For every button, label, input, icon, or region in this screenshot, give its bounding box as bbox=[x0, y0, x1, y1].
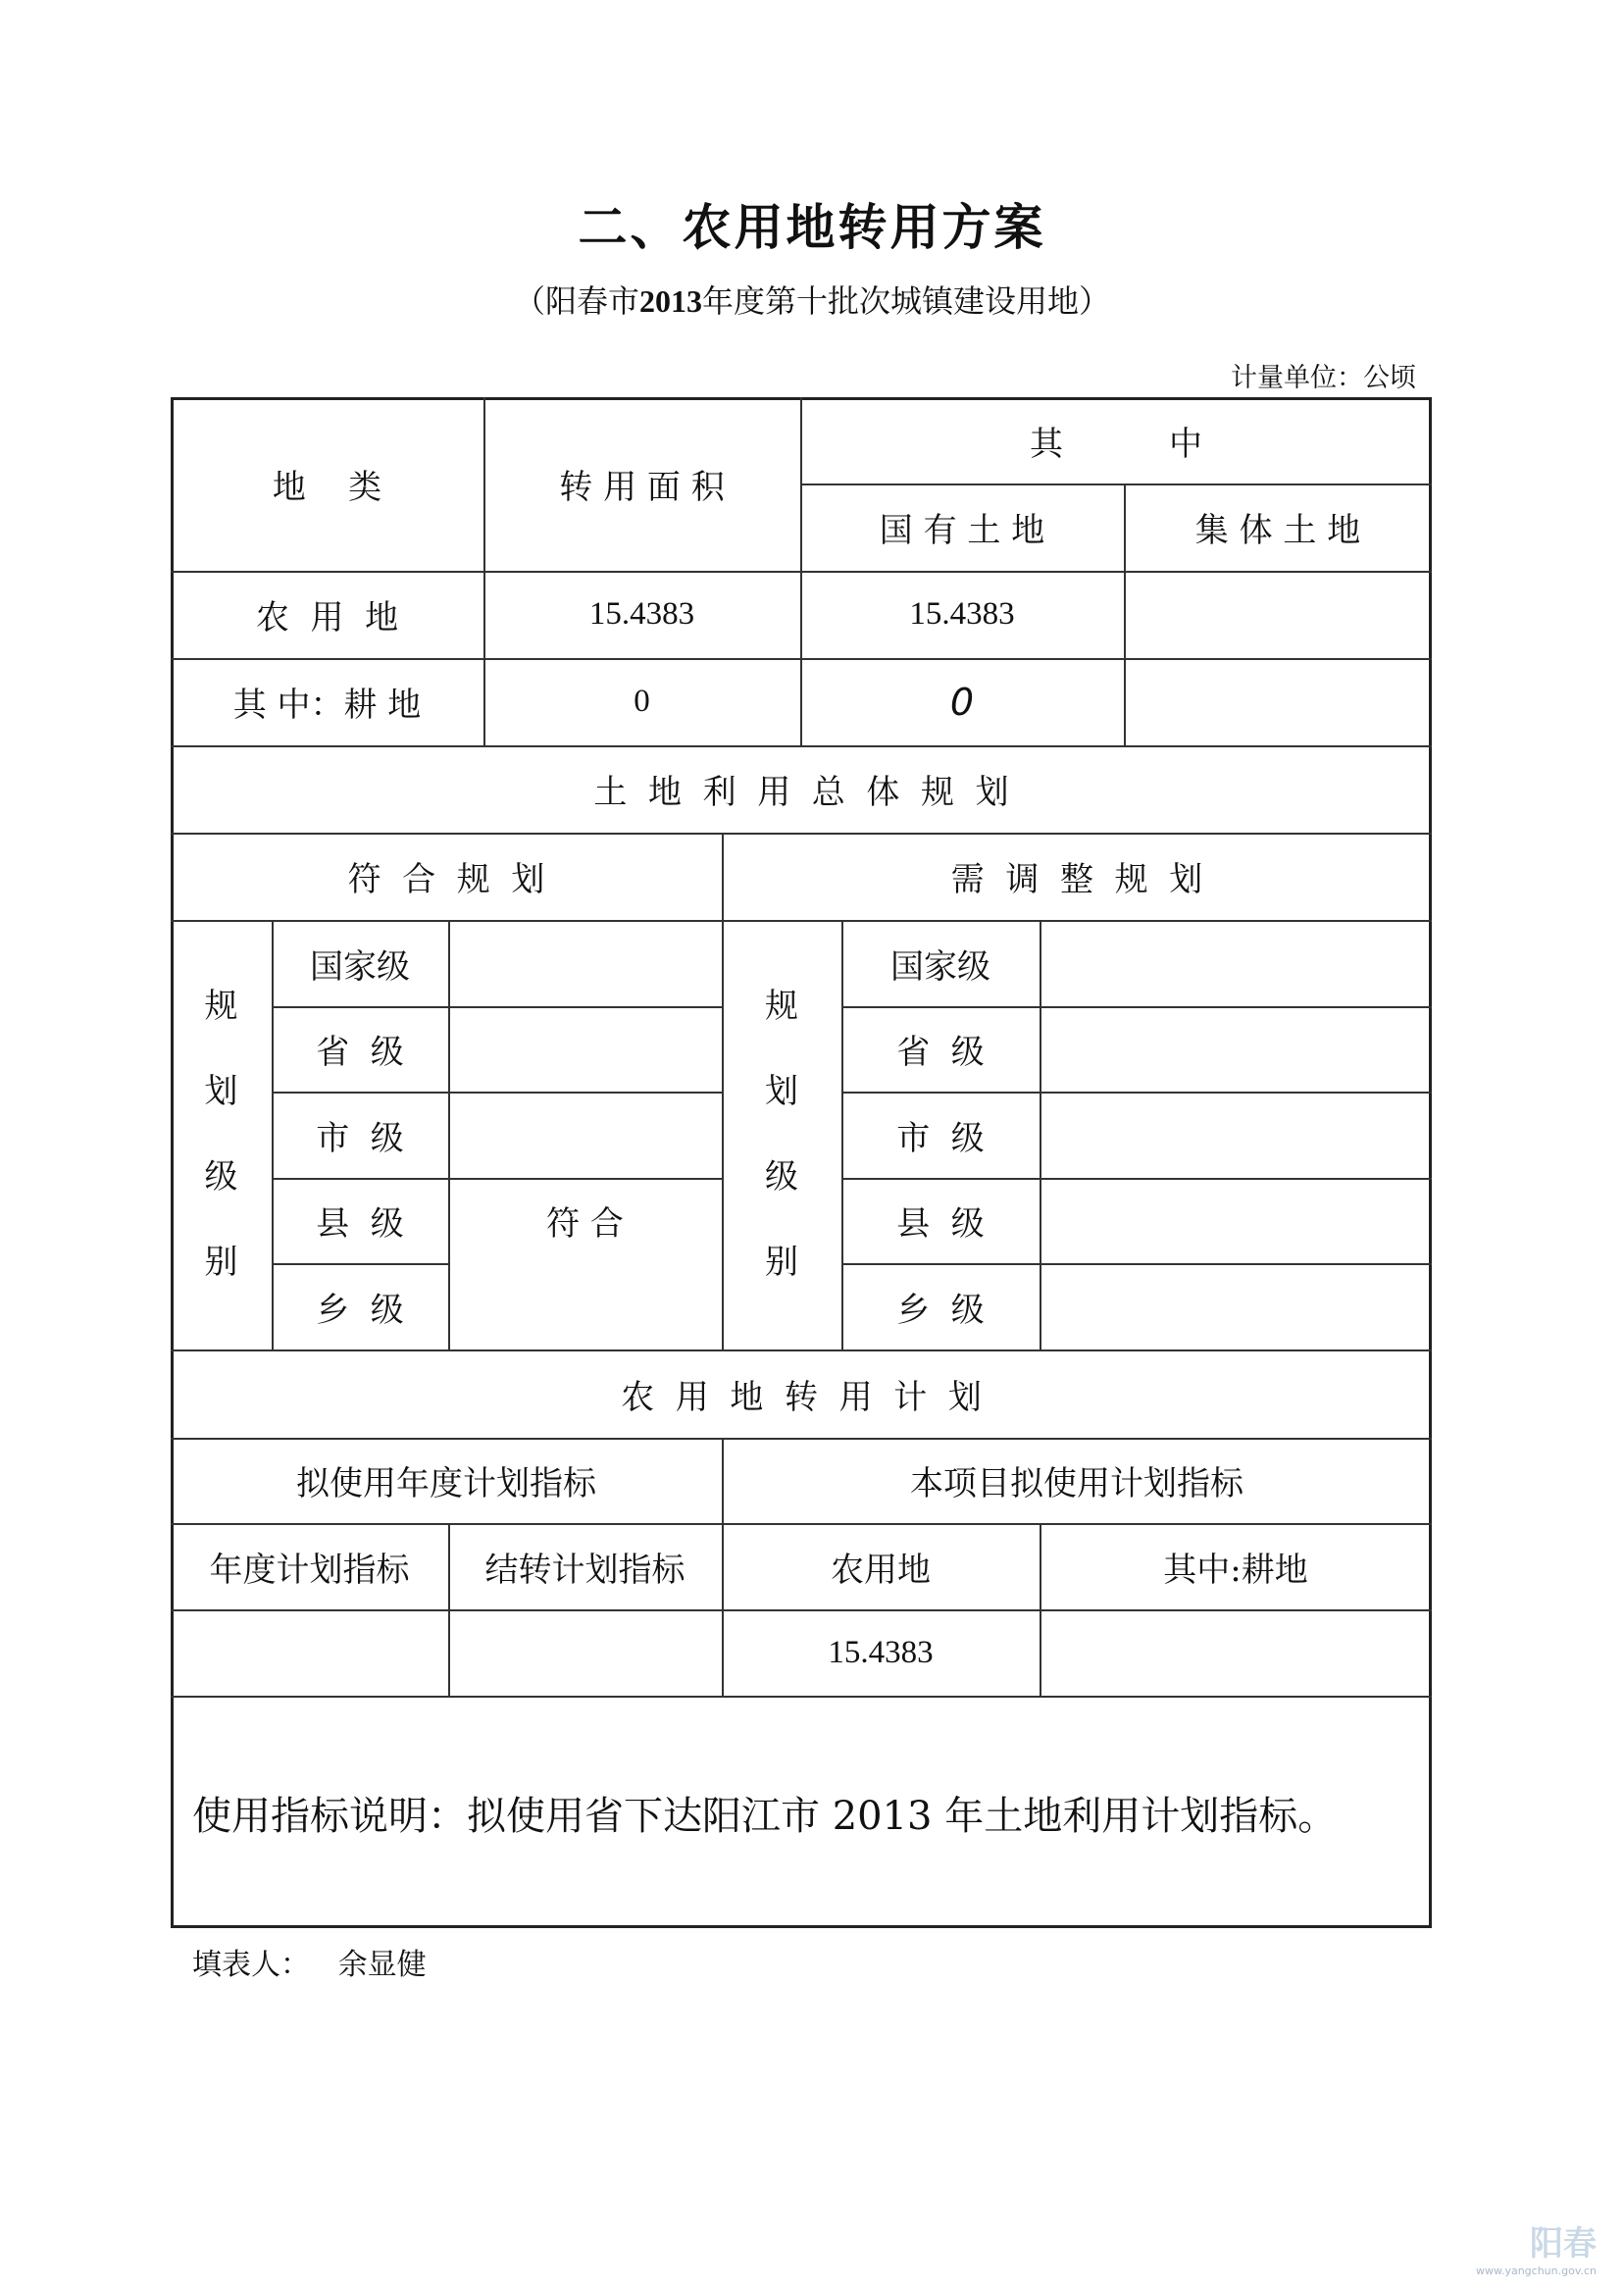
header-project-quota: 本项目拟使用计划指标 bbox=[910, 1464, 1243, 1503]
table-rule bbox=[448, 1006, 722, 1008]
row-label-cultivated-land: 其 中：耕 地 bbox=[232, 686, 422, 725]
conform-value: 符 合 bbox=[546, 1204, 624, 1244]
filler-line bbox=[192, 1940, 427, 1983]
subtitle-prefix: （阳春市 bbox=[513, 282, 639, 320]
agricultural-land-state: 15.4383 bbox=[909, 596, 1015, 632]
level-national-left: 国家级 bbox=[310, 946, 410, 987]
header-need-adjust-plan: 需 调 整 规 划 bbox=[950, 860, 1203, 899]
level-city-right: 市 级 bbox=[896, 1118, 985, 1158]
plan-level-char: 划 bbox=[765, 1072, 798, 1111]
carryover-quota-value bbox=[448, 1609, 722, 1696]
watermark-url: www.yangchun.gov.cn bbox=[1475, 2265, 1597, 2277]
header-of-which: 其 中 bbox=[1029, 424, 1203, 464]
page-title: 二、农用地转用方案 bbox=[578, 199, 1046, 256]
plan-level-char: 别 bbox=[204, 1243, 238, 1282]
section-overall-plan: 土 地 利 用 总 体 规 划 bbox=[593, 773, 1009, 812]
header-state-land: 国 有 土 地 bbox=[879, 511, 1045, 550]
level-provincial-right: 省 级 bbox=[896, 1033, 985, 1072]
header-carryover-quota: 结转计划指标 bbox=[484, 1550, 685, 1590]
level-county-left: 县 级 bbox=[316, 1204, 404, 1244]
header-quota-cultivated-land: 其中:耕地 bbox=[1163, 1550, 1308, 1590]
table-rule bbox=[448, 1092, 722, 1094]
table-rule bbox=[171, 1696, 1432, 1698]
annual-plan-quota-value bbox=[171, 1609, 448, 1696]
filler-name: 余显健 bbox=[337, 1948, 427, 1982]
plan-level-char: 级 bbox=[765, 1157, 798, 1196]
level-provincial-left: 省 级 bbox=[316, 1033, 404, 1072]
plan-level-char: 划 bbox=[204, 1072, 238, 1111]
filler-label: 填表人： bbox=[192, 1948, 310, 1982]
plan-level-char: 规 bbox=[204, 987, 238, 1026]
site-watermark bbox=[1440, 2220, 1597, 2277]
level-city-left: 市 级 bbox=[316, 1118, 404, 1158]
level-county-right: 县 级 bbox=[896, 1204, 985, 1244]
header-converted-area: 转 用 面 积 bbox=[559, 468, 725, 507]
level-township-right: 乡 级 bbox=[896, 1290, 985, 1330]
table-rule bbox=[448, 920, 450, 1349]
cultivated-land-state: 0 bbox=[949, 680, 975, 724]
level-township-left: 乡 级 bbox=[316, 1290, 404, 1330]
cultivated-land-area: 0 bbox=[634, 684, 650, 719]
subtitle-suffix: 年度第十批次城镇建设用地） bbox=[702, 282, 1111, 320]
plan-level-label-left bbox=[171, 920, 272, 1349]
header-conform-plan: 符 合 规 划 bbox=[347, 860, 545, 899]
header-collective-land: 集 体 土 地 bbox=[1194, 511, 1361, 550]
quota-agricultural-land-value: 15.4383 bbox=[828, 1634, 934, 1670]
section-conversion-plan: 农 用 地 转 用 计 划 bbox=[621, 1377, 982, 1417]
row-label-agricultural-land: 农 用 地 bbox=[255, 598, 399, 637]
plan-level-label-right bbox=[722, 920, 841, 1349]
quota-cultivated-land-value bbox=[1040, 1609, 1432, 1696]
agricultural-land-area: 15.4383 bbox=[588, 596, 695, 632]
plan-level-char: 规 bbox=[765, 987, 798, 1026]
watermark-logo: 阳春 bbox=[1530, 2224, 1597, 2264]
table-rule bbox=[1040, 920, 1041, 1349]
header-land-type: 地 类 bbox=[272, 468, 382, 507]
page-subtitle bbox=[0, 277, 1624, 322]
quota-usage-note: 使用指标说明：拟使用省下达阳江市 2013 年土地利用计划指标。 bbox=[192, 1794, 1338, 1839]
header-quota-agricultural-land: 农用地 bbox=[831, 1550, 931, 1590]
level-national-right: 国家级 bbox=[890, 946, 990, 987]
plan-level-char: 别 bbox=[765, 1243, 798, 1282]
cultivated-land-collective bbox=[1124, 658, 1432, 745]
subtitle-year: 2013 bbox=[639, 283, 702, 319]
header-annual-quota: 拟使用年度计划指标 bbox=[296, 1464, 596, 1503]
plan-level-char: 级 bbox=[204, 1157, 238, 1196]
header-annual-plan-quota: 年度计划指标 bbox=[209, 1550, 410, 1590]
agricultural-land-collective bbox=[1124, 571, 1432, 658]
unit-label: 计量单位：公顷 bbox=[1231, 363, 1416, 393]
